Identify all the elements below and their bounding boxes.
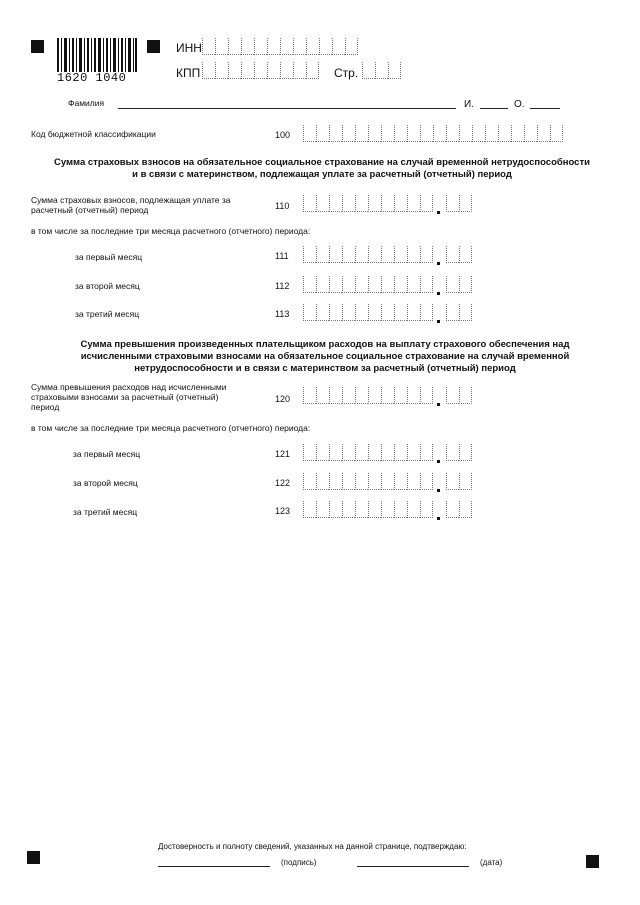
- row111-dec-cells[interactable]: [446, 246, 472, 263]
- date-label: (дата): [480, 858, 503, 867]
- section1-title: Сумма страховых взносов на обязательное социальное страхование на случай временной нетрудоспособности и в связи с материнством, подлежащая уплате за расчетный (отчетный) период: [54, 157, 590, 180]
- kbk-label: Код бюджетной классификации: [31, 129, 156, 139]
- initial-o-label: О.: [514, 99, 525, 110]
- row121-code: 121: [275, 449, 291, 459]
- initial-i-label: И.: [464, 99, 474, 110]
- row112-dec-cells[interactable]: [446, 276, 472, 293]
- initial-i-field[interactable]: [480, 108, 508, 109]
- surname-label: Фамилия: [68, 98, 105, 108]
- row113-int-cells[interactable]: [303, 304, 433, 321]
- date-field[interactable]: [357, 866, 469, 867]
- row112-label: за второй месяц: [75, 281, 140, 291]
- row121-label: за первый месяц: [73, 449, 141, 459]
- row123-label: за третий месяц: [73, 507, 138, 517]
- corner-marker-bottom-left: [27, 851, 40, 864]
- row111-label: за первый месяц: [75, 252, 143, 262]
- row123-dec-cells[interactable]: [446, 501, 472, 518]
- row123-int-cells[interactable]: [303, 501, 433, 518]
- inn-cells[interactable]: [202, 38, 358, 55]
- page-label: Стр.: [334, 66, 359, 80]
- kbk-code: 100: [275, 130, 291, 140]
- row123-decimal-point: [437, 517, 440, 520]
- row111-code: 111: [275, 251, 289, 261]
- row120-int-cells[interactable]: [303, 387, 433, 404]
- corner-marker-top-center: [147, 40, 160, 53]
- row121-int-cells[interactable]: [303, 444, 433, 461]
- kpp-label: КПП: [176, 66, 201, 80]
- signature-label: (подпись): [281, 858, 317, 867]
- corner-marker-bottom-right: [586, 855, 599, 868]
- kpp-cells[interactable]: [202, 62, 319, 79]
- row111-decimal-point: [437, 262, 440, 265]
- row122-label: за второй месяц: [73, 478, 138, 488]
- row113-code: 113: [275, 309, 290, 319]
- row123-code: 123: [275, 506, 291, 516]
- inn-label: ИНН: [176, 41, 202, 55]
- row113-label: за третий месяц: [75, 309, 140, 319]
- row110-label: Сумма страховых взносов, подлежащая уплате за расчетный (отчетный) период: [31, 195, 231, 215]
- barcode-number: 1620 1040: [57, 71, 127, 85]
- row113-decimal-point: [437, 320, 440, 323]
- signature-field[interactable]: [158, 866, 270, 867]
- section1-subtitle: в том числе за последние три месяца расчетного (отчетного) периода:: [31, 226, 311, 236]
- kbk-cells[interactable]: [303, 125, 563, 142]
- row120-code: 120: [275, 394, 291, 404]
- section2-title: Сумма превышения произведенных плательщиком расходов на выплату страхового обеспечения над исчисленными страховыми взносами на обязательное социальное страхование на случай временной нетрудоспособности и в связи с материнством за расчетный (отчетный) период: [80, 339, 570, 374]
- row111-int-cells[interactable]: [303, 246, 433, 263]
- section2-subtitle: в том числе за последние три месяца расчетного (отчетного) периода:: [31, 423, 311, 433]
- row110-code: 110: [275, 201, 290, 211]
- row121-dec-cells[interactable]: [446, 444, 472, 461]
- corner-marker-top-left: [31, 40, 44, 53]
- row122-int-cells[interactable]: [303, 473, 433, 490]
- row112-int-cells[interactable]: [303, 276, 433, 293]
- row112-code: 112: [275, 281, 290, 291]
- row120-label: Сумма превышения расходов над исчисленными страховыми взносами за расчетный (отчетный) период: [31, 382, 227, 412]
- surname-field[interactable]: [118, 108, 456, 109]
- row112-decimal-point: [437, 292, 440, 295]
- initial-o-field[interactable]: [530, 108, 560, 109]
- row122-decimal-point: [437, 489, 440, 492]
- row110-dec-cells[interactable]: [446, 195, 472, 212]
- row113-dec-cells[interactable]: [446, 304, 472, 321]
- row120-dec-cells[interactable]: [446, 387, 472, 404]
- page-cells[interactable]: [362, 62, 401, 79]
- row110-int-cells[interactable]: [303, 195, 433, 212]
- row110-decimal-point: [437, 211, 440, 214]
- row120-decimal-point: [437, 403, 440, 406]
- row122-code: 122: [275, 478, 291, 488]
- row121-decimal-point: [437, 460, 440, 463]
- barcode: [57, 38, 137, 72]
- confirmation-text: Достоверность и полноту сведений, указанных на данной странице, подтверждаю:: [158, 842, 467, 851]
- row122-dec-cells[interactable]: [446, 473, 472, 490]
